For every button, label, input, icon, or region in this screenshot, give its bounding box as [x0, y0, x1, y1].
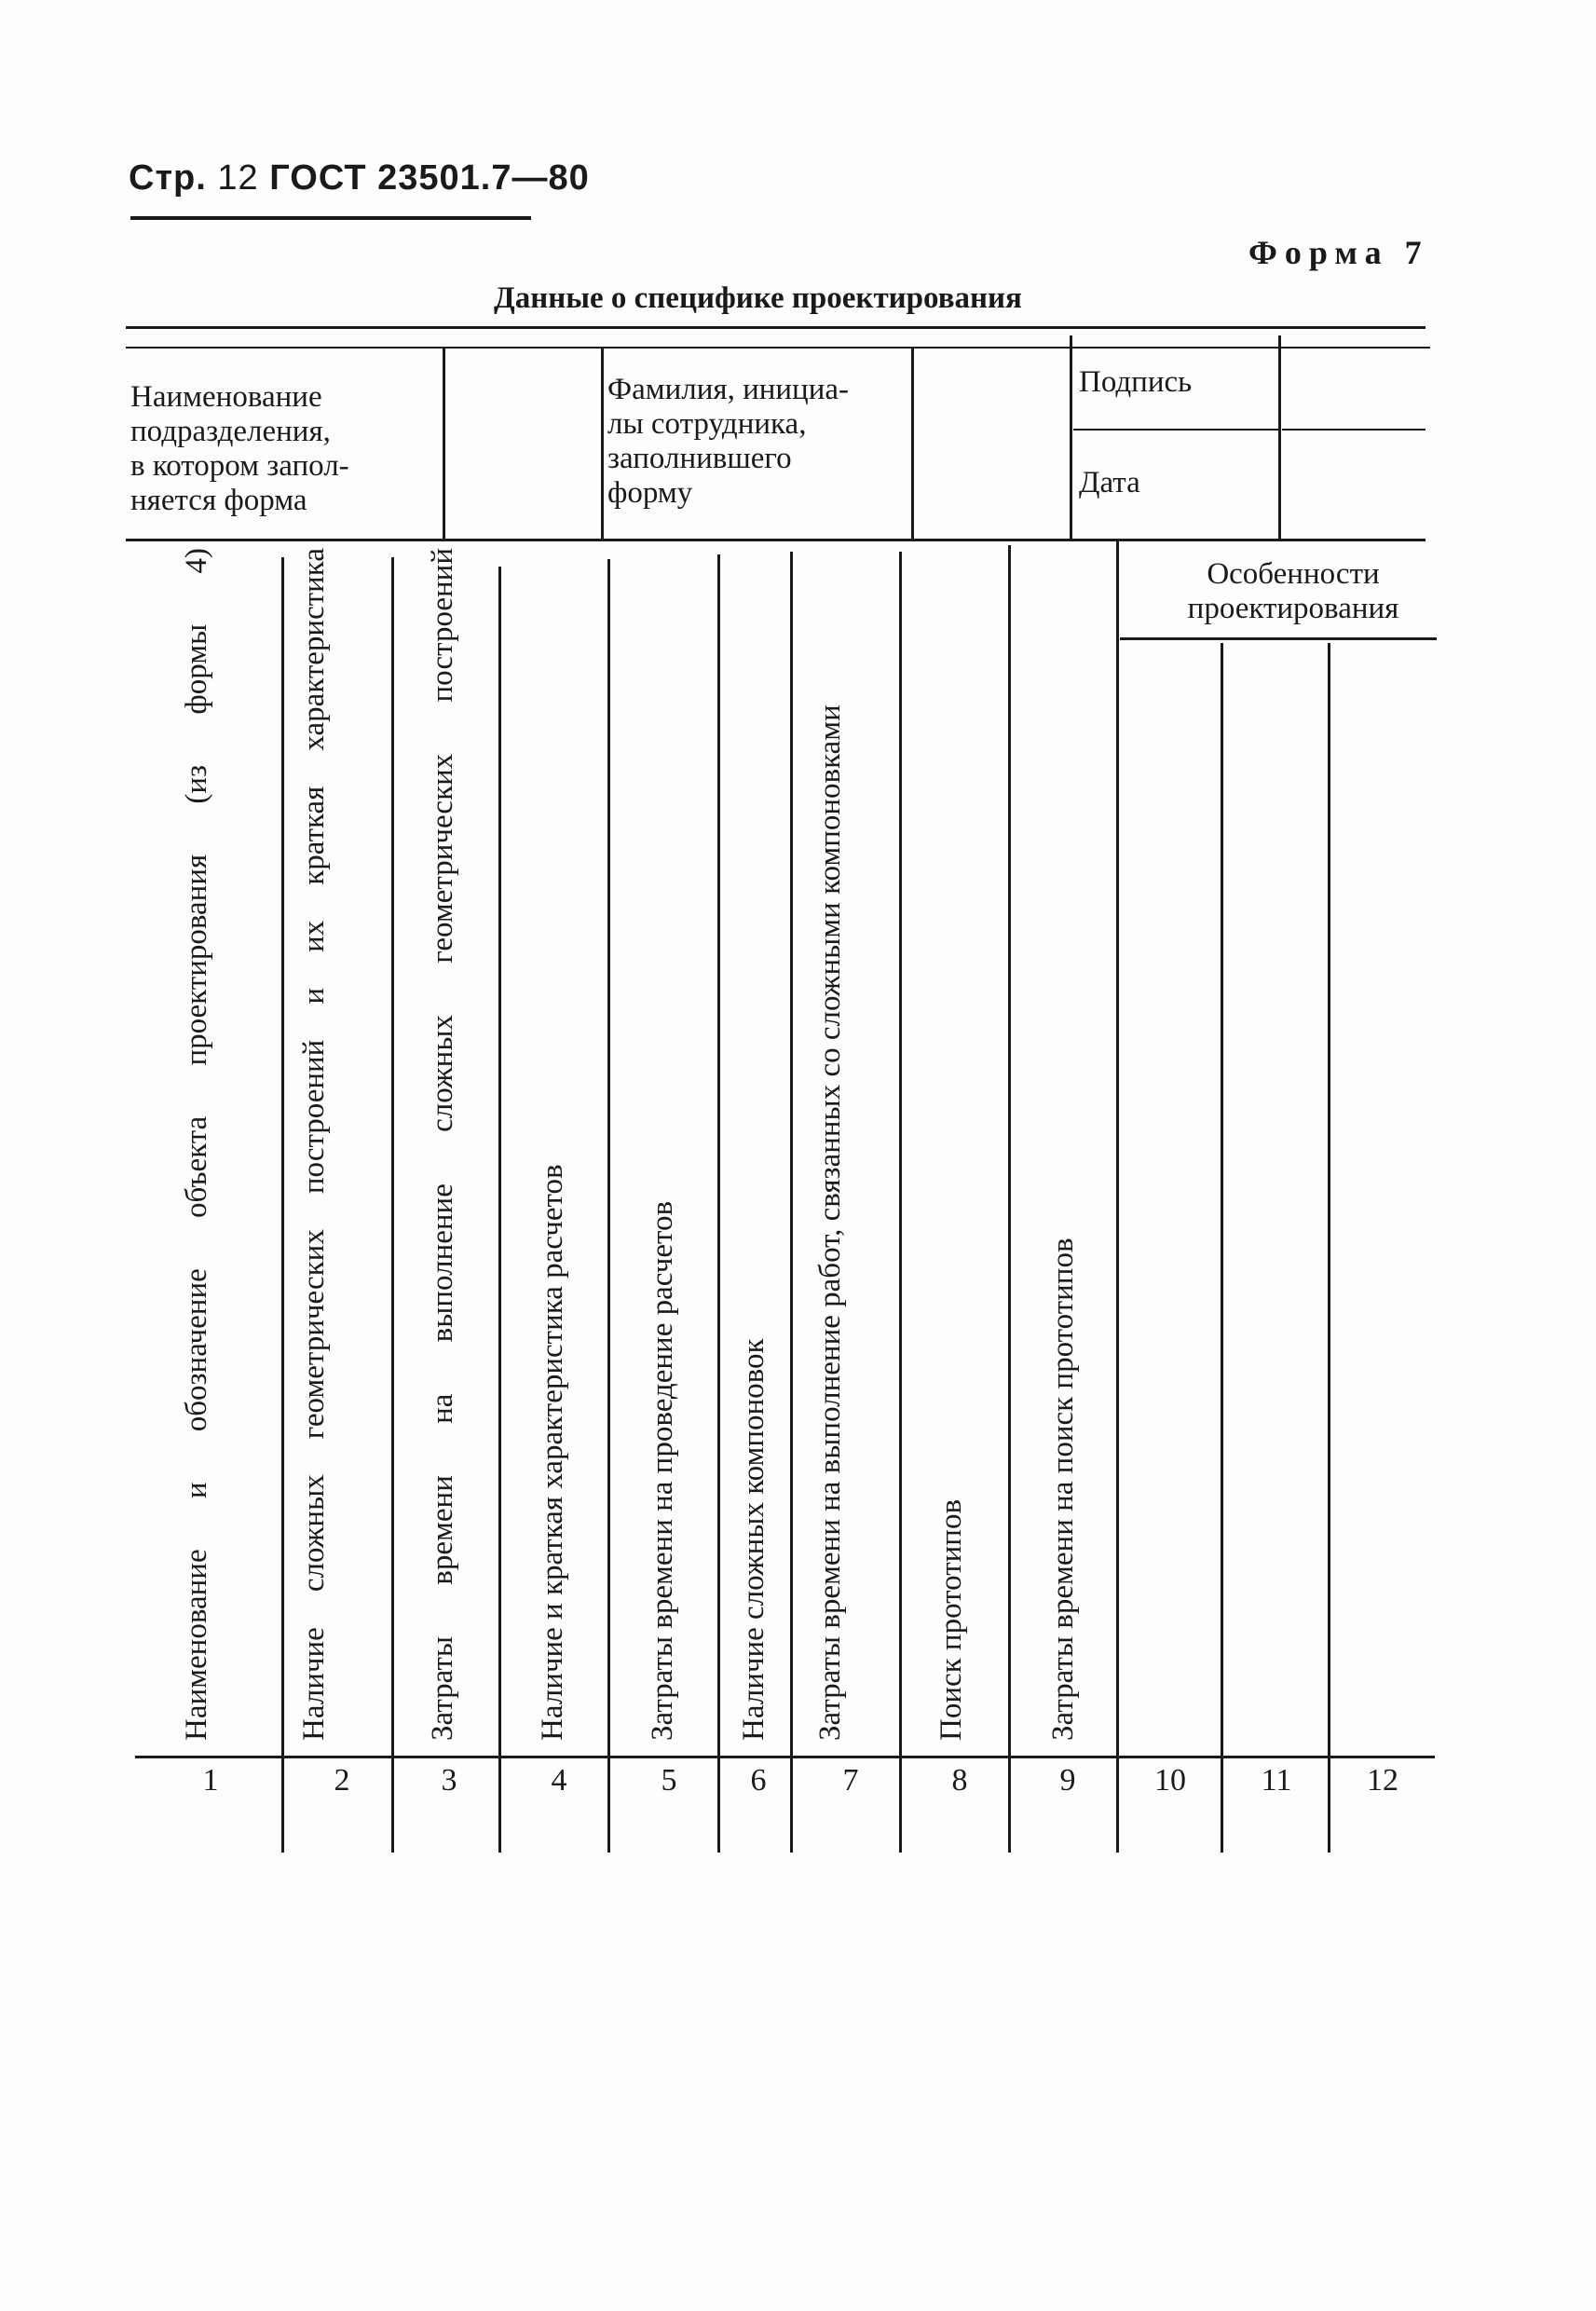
column-number-1: 1	[202, 1763, 219, 1798]
column-number-6: 6	[750, 1763, 767, 1798]
column-divider	[717, 554, 720, 1853]
column-number-11: 11	[1261, 1763, 1292, 1798]
column-divider	[607, 559, 610, 1853]
top-divider	[443, 347, 445, 539]
column-caption-8: Поиск прототипов	[934, 1498, 968, 1741]
signature-date-rule	[1073, 429, 1278, 431]
column-caption-9: Затраты времени на поиск прототипов	[1046, 1238, 1080, 1741]
top-divider	[1278, 335, 1281, 539]
page-label: Стр.	[129, 158, 207, 198]
page-number: 12	[217, 158, 259, 198]
column-numbers-rule	[135, 1756, 1435, 1758]
column-number-9: 9	[1059, 1763, 1076, 1798]
signature-label: Подпись	[1079, 365, 1193, 399]
column-number-10: 10	[1154, 1763, 1186, 1798]
column-divider	[790, 552, 793, 1853]
group-header: Особенности проектирования	[1187, 557, 1399, 625]
group-header-rule	[1120, 637, 1437, 640]
column-caption-4: Наличие и краткая характеристика расчетов	[536, 1164, 569, 1741]
form-label: Форма 7	[1248, 234, 1429, 271]
column-divider	[281, 557, 284, 1853]
top-divider	[601, 347, 604, 539]
column-number-3: 3	[441, 1763, 457, 1798]
column-caption-5: Затраты времени на проведение расчетов	[646, 1200, 679, 1741]
column-divider	[1008, 545, 1011, 1853]
signature-date-rule	[1282, 429, 1425, 431]
top-table-top-rule	[126, 326, 1425, 329]
column-number-2: 2	[334, 1763, 350, 1798]
column-caption-7: Затраты времени на выполнение работ, связанных со сложными компоновками	[813, 704, 847, 1741]
standard-code: ГОСТ 23501.7—80	[269, 158, 590, 198]
top-divider	[911, 347, 914, 539]
column-caption-1: Наименование и обозначение объекта проектирования (из формы 4)	[180, 548, 213, 1741]
employee-label: Фамилия, инициа- лы сотрудника, заполнившего форму	[607, 373, 850, 510]
column-divider	[1116, 540, 1119, 1853]
column-divider	[1328, 643, 1330, 1853]
top-divider	[1070, 335, 1072, 539]
column-divider	[391, 557, 394, 1853]
column-caption-3: Затраты времени на выполнение сложных геометрических построений	[426, 548, 459, 1741]
column-divider	[899, 552, 902, 1853]
top-table-header-rule	[126, 347, 1430, 349]
column-number-5: 5	[661, 1763, 677, 1798]
page-header	[129, 158, 590, 198]
column-number-4: 4	[551, 1763, 567, 1798]
column-number-8: 8	[951, 1763, 968, 1798]
column-caption-6: Наличие сложных компоновок	[737, 1338, 771, 1741]
column-divider	[498, 567, 501, 1853]
date-label: Дата	[1079, 466, 1140, 499]
column-number-7: 7	[842, 1763, 859, 1798]
column-divider	[1221, 643, 1223, 1853]
top-table-bottom-rule	[126, 539, 1425, 541]
header-rule	[130, 216, 531, 220]
column-number-12: 12	[1367, 1763, 1398, 1798]
department-label: Наименование подразделения, в котором запол- няется форма	[130, 380, 349, 517]
column-caption-2: Наличие сложных геометрических построений и их краткая характеристика	[297, 548, 331, 1741]
form-title: Данные о специфике проектирования	[494, 281, 1022, 315]
